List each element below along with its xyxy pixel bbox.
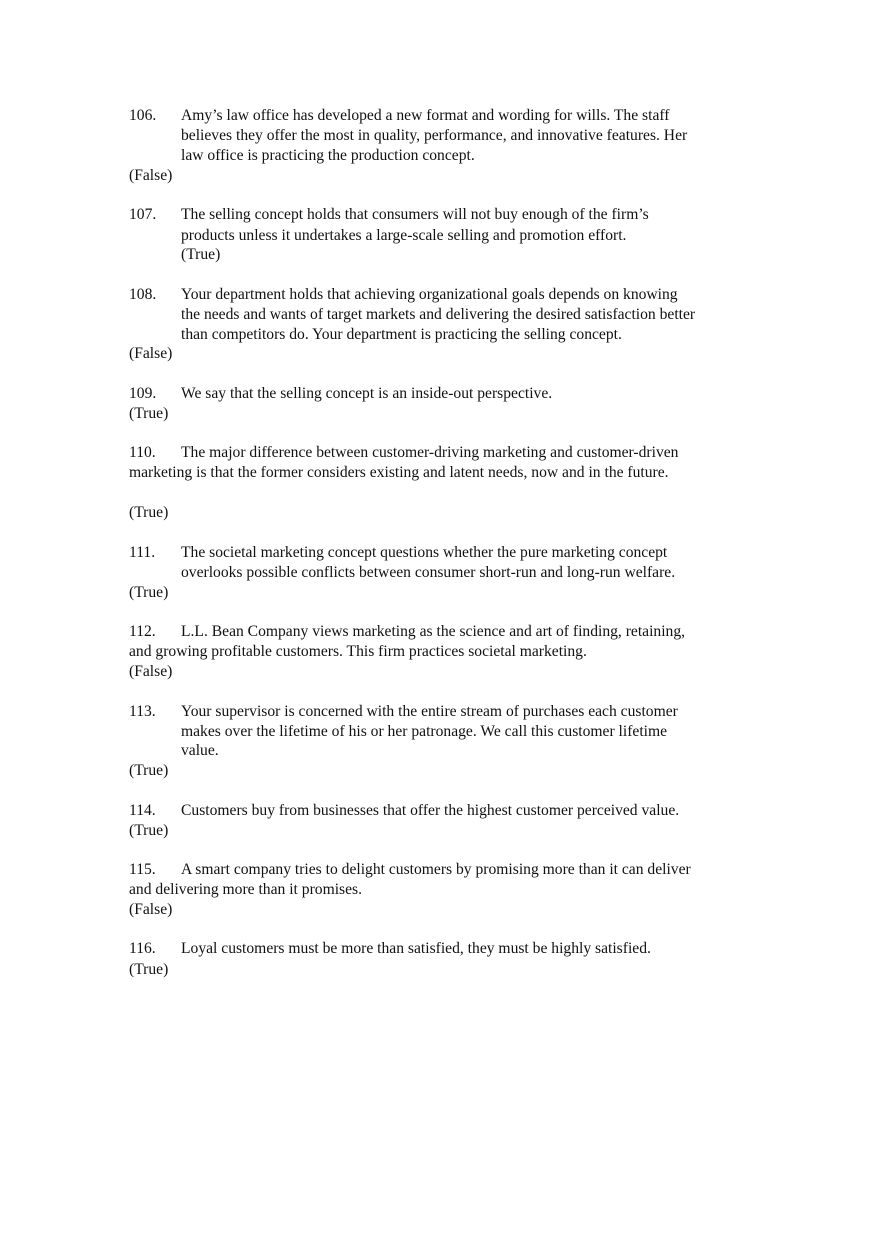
question-107-line-2: products unless it undertakes a large-scale selling and promotion effort. [181, 227, 627, 244]
question-110-line-2: marketing is that the former considers existing and latent needs, now and in the future. [129, 464, 669, 481]
question-116-number: 116. [129, 940, 156, 957]
question-111-answer: (True) [129, 584, 169, 601]
question-111-number: 111. [129, 544, 156, 561]
question-108-answer: (False) [129, 345, 173, 362]
question-106-number: 106. [129, 107, 157, 124]
question-110-line-1: The major difference between customer-driving marketing and customer-driven [181, 444, 679, 461]
question-111-line-1: The societal marketing concept questions whether the pure marketing concept [181, 544, 668, 561]
question-108-number: 108. [129, 286, 157, 303]
question-109-answer: (True) [129, 405, 169, 422]
question-110-answer: (True) [129, 504, 169, 521]
question-108-line-2: the needs and wants of target markets and delivering the desired satisfaction better [181, 306, 696, 323]
question-109-number: 109. [129, 385, 157, 402]
question-113-number: 113. [129, 703, 156, 720]
question-107-line-1: The selling concept holds that consumers will not buy enough of the firm’s [181, 206, 649, 223]
question-107-number: 107. [129, 206, 157, 223]
question-115-line-1: A smart company tries to delight customers by promising more than it can deliver [181, 861, 691, 878]
question-106-line-2: believes they offer the most in quality, performance, and innovative features. Her [181, 127, 688, 144]
question-115-answer: (False) [129, 901, 173, 918]
question-112-line-2: and growing profitable customers. This firm practices societal marketing. [129, 643, 587, 660]
question-112-answer: (False) [129, 663, 173, 680]
question-106-answer: (False) [129, 167, 173, 184]
question-108-line-1: Your department holds that achieving organizational goals depends on knowing [181, 286, 678, 303]
question-113-line-2: makes over the lifetime of his or her patronage. We call this customer lifetime [181, 723, 668, 740]
question-106-line-3: law office is practicing the production concept. [181, 147, 475, 164]
question-106-line-1: Amy’s law office has developed a new format and wording for wills. The staff [181, 107, 670, 124]
question-114-number: 114. [129, 802, 156, 819]
question-113-line-3: value. [181, 742, 219, 759]
question-107-answer: (True) [181, 246, 221, 263]
question-108-line-3: than competitors do. Your department is practicing the selling concept. [181, 326, 622, 343]
question-113-line-1: Your supervisor is concerned with the entire stream of purchases each customer [181, 703, 678, 720]
question-115-number: 115. [129, 861, 156, 878]
question-112-line-1: L.L. Bean Company views marketing as the science and art of finding, retaining, [181, 623, 686, 640]
question-114-answer: (True) [129, 822, 169, 839]
question-116-answer: (True) [129, 961, 169, 978]
question-114-line-1: Customers buy from businesses that offer the highest customer perceived value. [181, 802, 680, 819]
question-109-line-1: We say that the selling concept is an inside-out perspective. [181, 385, 553, 402]
question-111-line-2: overlooks possible conflicts between consumer short-run and long-run welfare. [181, 564, 676, 581]
question-116-line-1: Loyal customers must be more than satisfied, they must be highly satisfied. [181, 940, 651, 957]
question-113-answer: (True) [129, 762, 169, 779]
question-112-number: 112. [129, 623, 156, 640]
question-110-number: 110. [129, 444, 156, 461]
question-115-line-2: and delivering more than it promises. [129, 881, 362, 898]
